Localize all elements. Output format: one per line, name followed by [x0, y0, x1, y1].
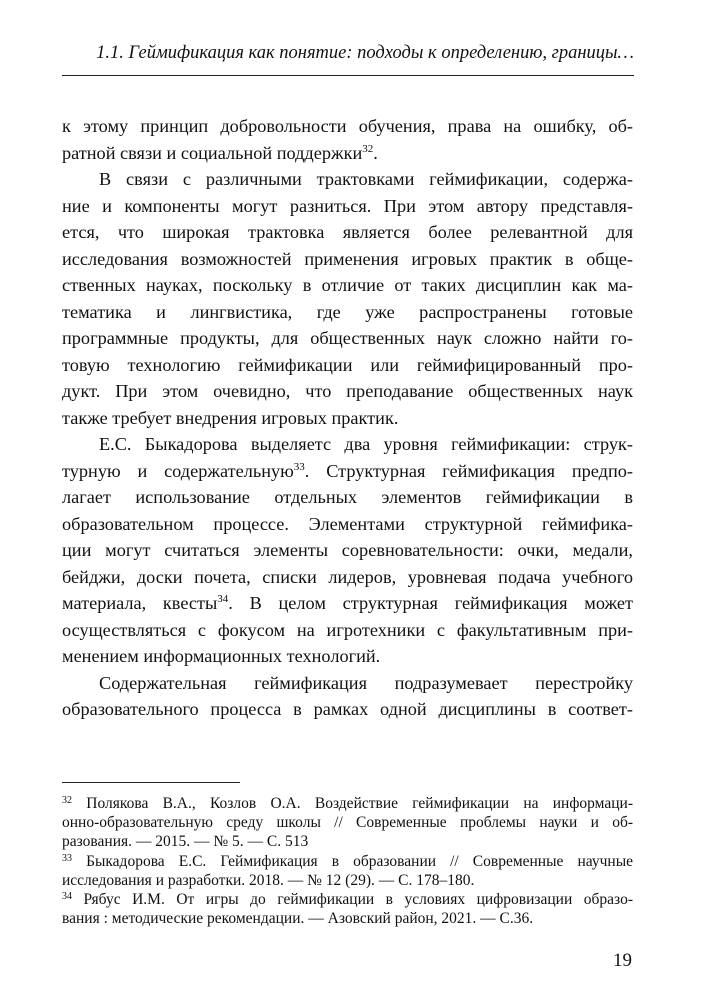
body-line: образовательном процессе. Элементами структурной геймифика- [62, 513, 633, 534]
body-line: программные продукты, для общественных наук сложно найти го- [62, 328, 633, 348]
body-line: тематика и лингвистика, где уже распространены готовые [62, 301, 633, 322]
header-rule [62, 75, 634, 76]
footnote-number: 32 [62, 795, 72, 806]
body-line: ратной связи и социальной поддержки$^{32}$. [62, 142, 378, 163]
body-line: ственных науках, поскольку в отличие от таких дисциплин как ма- [62, 275, 633, 295]
body-line: Е.С. Быкадорова выделяетс два уровня геймификации: струк- [99, 434, 633, 454]
running-header: 1.1. Геймификация как понятие: подходы к определению, границы… [96, 43, 634, 63]
footnotes [62, 794, 633, 928]
body-line: материала, квесты$^{34}$. В целом структурная геймификация может [62, 593, 633, 613]
body-line: бейджи, доски почета, списки лидеров, уровневая подача учебного [62, 566, 633, 587]
footnote-line: разования. — 2015. — № 5. — С. 513 [62, 833, 309, 851]
body-line: также требует внедрения игровых практик. [62, 407, 399, 428]
footnote-separator [62, 782, 240, 783]
body-line: Содержательная геймификация подразумевает перестройку [99, 672, 633, 693]
body-line: образовательного процесса в рамках одной дисциплины в соответ- [62, 699, 633, 719]
body-line: ется, что широкая трактовка является более релевантной для [62, 222, 633, 242]
footnote-line: онно-образовательную среду школы // Современные проблемы науки и об- [62, 814, 633, 832]
footnote-line: $^{32}$ Полякова В.А., Козлов О.А. Воздействие геймификации на информаци- [62, 795, 633, 812]
footnote-ref[interactable]: 34 [217, 593, 229, 605]
footnote-number: 33 [62, 852, 72, 864]
footnote-line: $^{33}$ Быкадорова Е.С. Геймификация в образовании // Современные научные [62, 852, 633, 870]
body-line: турную и содержательную$^{33}$. Структурная геймификация предпо- [62, 460, 633, 481]
body-line: лагает использование отдельных элементов геймификации в [62, 487, 633, 507]
body-line: дукт. При этом очевидно, что преподавание общественных наук [62, 381, 633, 401]
body-line: осуществляться с фокусом на игротехники с факультативным при- [62, 619, 633, 640]
footnote-number: 34 [62, 890, 72, 902]
footnote-ref[interactable]: 32 [362, 142, 374, 155]
body-line: В связи с различными трактовками геймификации, содержа- [99, 169, 633, 189]
page-number: 19 [613, 950, 632, 971]
body-line: исследования возможностей применения игровых практик в обще- [62, 248, 633, 269]
footnote-ref[interactable]: 33 [293, 460, 305, 473]
body-line: ции могут считаться элементы соревновательности: очки, медали, [62, 540, 633, 560]
footnote-line: вания : методические рекомендации. — Азовский район, 2021. — С.36. [62, 910, 534, 928]
footnote-line: $^{34}$ Рябус И.М. От игры до геймификации в условиях цифровизации образо- [62, 890, 633, 908]
body-line: ние и компоненты могут разниться. При этом автору представля- [62, 195, 633, 216]
body-line: товую технологию геймификации или геймифицированный про- [62, 354, 633, 375]
body-line: менением информационных технологий. [62, 646, 381, 666]
footnote-line: исследования и разработки. 2018. — № 12 (29). — С. 178–180. [62, 871, 475, 889]
body-line: к этому принцип добровольности обучения, права на ошибку, об- [62, 116, 633, 136]
body-text [62, 113, 633, 723]
